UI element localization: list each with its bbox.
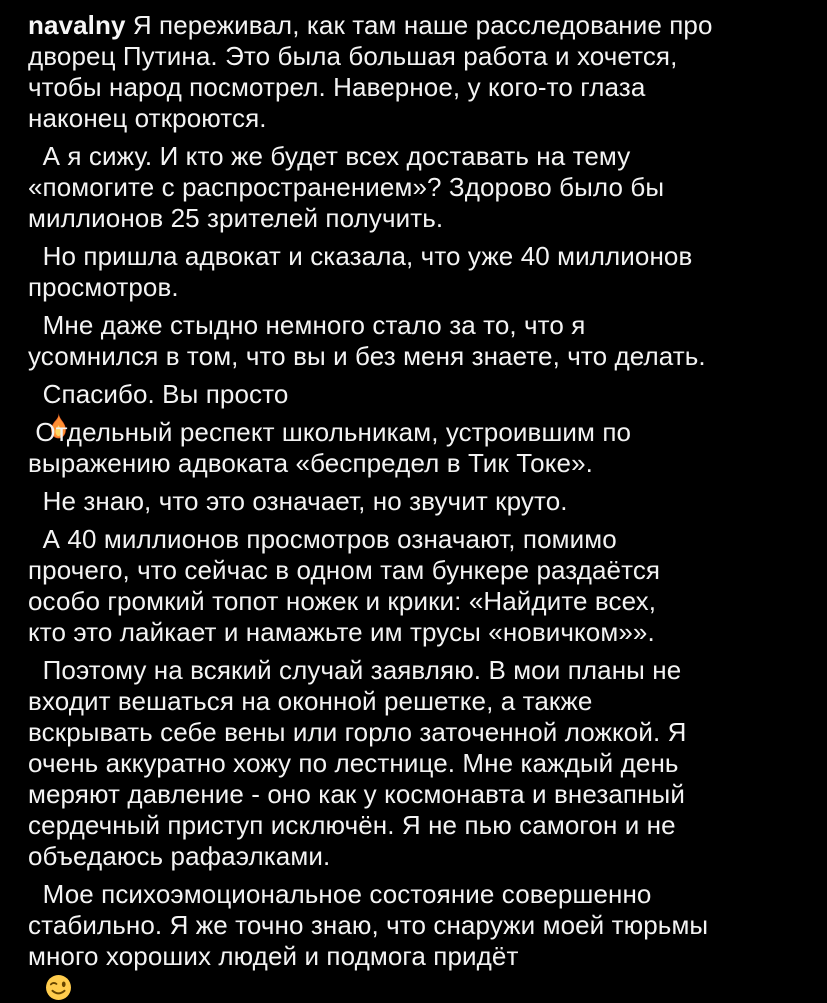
caption-line [28, 379, 811, 410]
caption-line [28, 41, 811, 72]
caption-line [28, 103, 811, 134]
caption-paragraph [28, 379, 811, 410]
caption-line [28, 655, 811, 686]
caption-line [28, 910, 811, 941]
caption-paragraph [28, 417, 811, 479]
caption-line-text: дворец Путина. Это была большая работа и хочется, [28, 41, 678, 71]
caption-line [28, 172, 811, 203]
caption-paragraph [28, 524, 811, 648]
caption-paragraph [28, 241, 811, 303]
caption-line [28, 203, 811, 234]
caption-line [28, 341, 811, 372]
caption-line-text: А 40 миллионов просмотров означают, помимо [28, 524, 617, 554]
caption-line-text: Не знаю, что это означает, но звучит круто. [28, 486, 568, 516]
caption-line-text: много хороших людей и подмога придёт [28, 941, 526, 971]
caption-line-text: Мое психоэмоциональное состояние совершенно [28, 879, 652, 909]
caption-line-text: миллионов 25 зрителей получить. [28, 203, 444, 233]
caption-line-text: сердечный приступ исключён. Я не пью самогон и не [28, 810, 676, 840]
caption-paragraph [28, 141, 811, 234]
caption-line-text: Спасибо. Вы просто [28, 379, 296, 409]
caption-line-text: усомнился в том, что вы и без меня знаете, что делать. [28, 341, 706, 371]
caption-line [28, 486, 811, 517]
caption-line [28, 879, 811, 910]
username-link[interactable]: navalny [28, 10, 126, 40]
caption-line-text: Но пришла адвокат и сказала, что уже 40 миллионов [28, 241, 693, 271]
caption-line-text: Поэтому на всякий случай заявляю. В мои планы не [28, 655, 682, 685]
wink-emoji [44, 973, 73, 1002]
caption-line [28, 272, 811, 303]
caption-line [28, 448, 811, 479]
caption-line [28, 748, 811, 779]
caption-line-text: особо громкий топот ножек и крики: «Найдите всех, [28, 586, 657, 616]
caption-line-text: Я переживал, как там наше расследование про [125, 10, 713, 40]
caption-line-text: кто это лайкает и намажьте им трусы «новичком»». [28, 617, 655, 647]
caption-line-text: Мне даже стыдно немного стало за то, что я [28, 310, 586, 340]
caption-paragraph [28, 310, 811, 372]
caption-line [28, 617, 811, 648]
caption-line [28, 10, 811, 41]
caption-line-text: «помогите с распространением»? Здорово было бы [28, 172, 665, 202]
caption-line-text: прочего, что сейчас в одном там бункере раздаётся [28, 555, 661, 585]
caption-paragraph [28, 10, 811, 134]
caption-line [28, 417, 811, 448]
caption-line [28, 310, 811, 341]
caption-line [28, 586, 811, 617]
caption-line [28, 941, 811, 972]
caption-line-text: стабильно. Я же точно знаю, что снаружи моей тюрьмы [28, 910, 709, 940]
caption-line-text: очень аккуратно хожу по лестнице. Мне каждый день [28, 748, 679, 778]
caption-line [28, 141, 811, 172]
caption-line [28, 524, 811, 555]
caption-line [28, 72, 811, 103]
caption-line-text: наконец откроются. [28, 103, 267, 133]
caption-paragraph [28, 655, 811, 872]
caption-line-text: входит вешаться на оконной решетке, а также [28, 686, 593, 716]
caption-line-text: меряют давление - оно как у космонавта и внезапный [28, 779, 685, 809]
caption-line [28, 717, 811, 748]
caption-line [28, 810, 811, 841]
caption-line-text: чтобы народ посмотрел. Наверное, у кого-то глаза [28, 72, 646, 102]
caption-paragraph [28, 879, 811, 972]
caption-line-text: просмотров. [28, 272, 179, 302]
caption-line [28, 555, 811, 586]
caption-line [28, 686, 811, 717]
caption-line [28, 841, 811, 872]
caption-paragraph [28, 486, 811, 517]
caption-line-text: выражению адвоката «беспредел в Тик Токе». [28, 448, 593, 478]
caption-line [28, 779, 811, 810]
caption-line-text: объедаюсь рафаэлками. [28, 841, 331, 871]
caption-line [28, 241, 811, 272]
caption-line-text: Отдельный респект школьникам, устроившим по [28, 417, 632, 447]
caption-line-text: вскрывать себе вены или горло заточенной ложкой. Я [28, 717, 687, 747]
caption-line-text: А я сижу. И кто же будет всех доставать на тему [28, 141, 631, 171]
